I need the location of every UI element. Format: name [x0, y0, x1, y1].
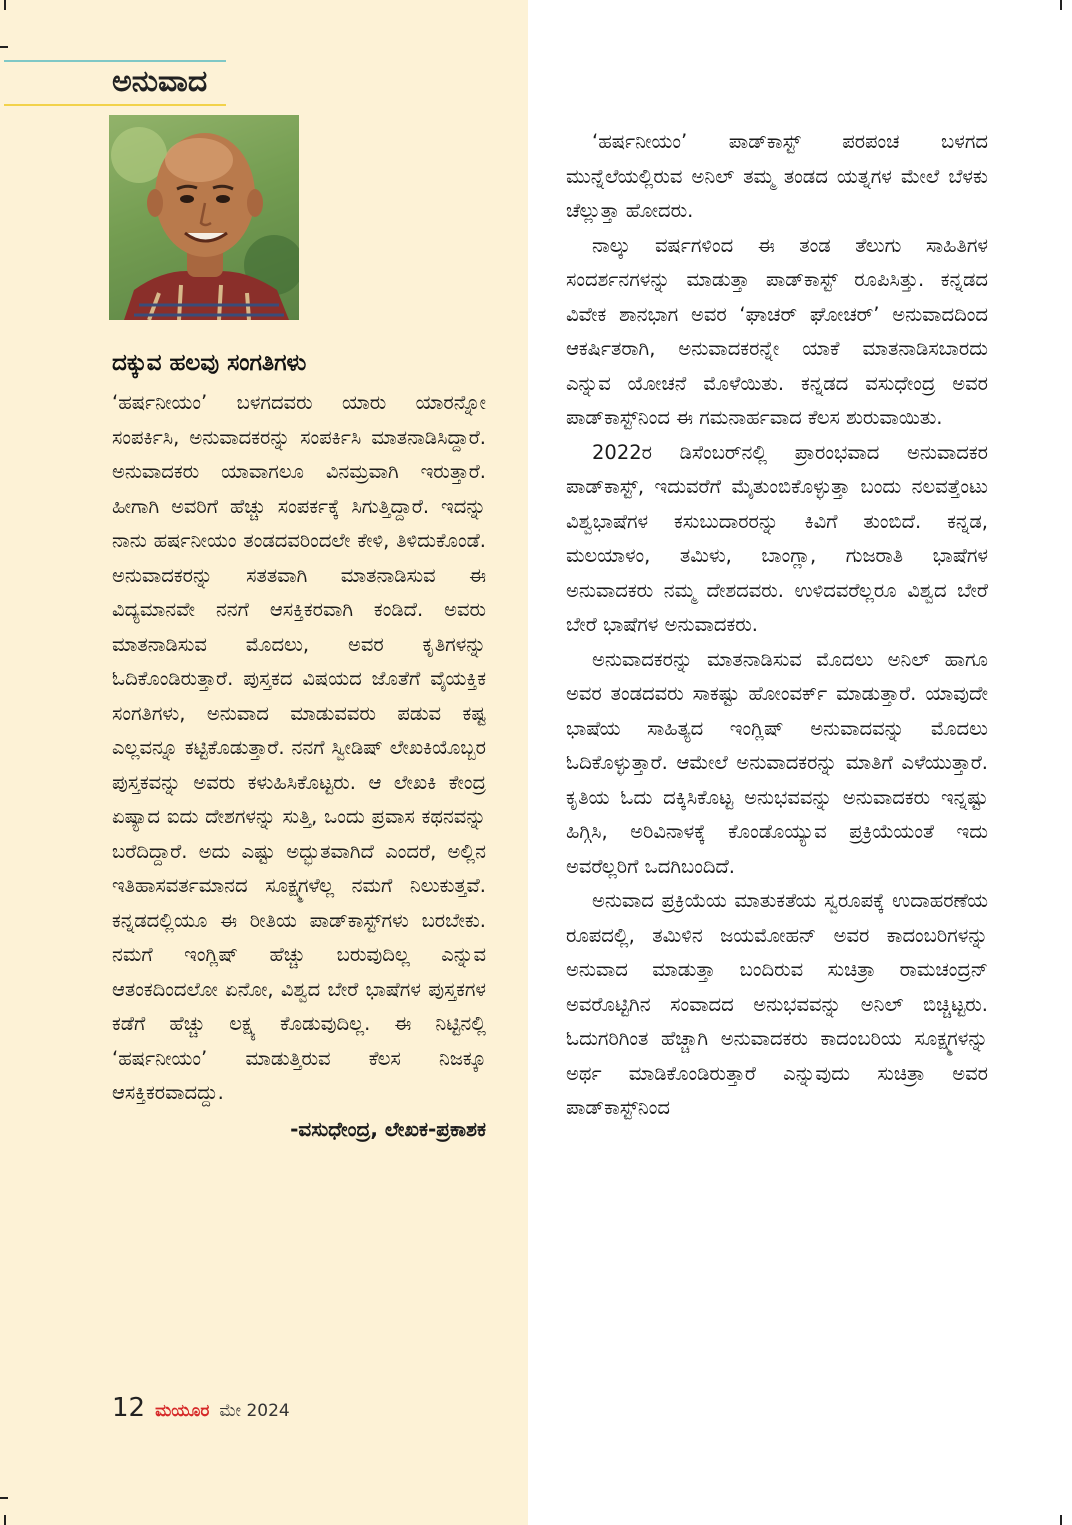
crop-mark-bottom-left [0, 1497, 8, 1499]
crop-mark-bottom-right [1060, 1515, 1062, 1525]
issue-date: ಮೇ 2024 [219, 1401, 290, 1421]
section-label: ಅನುವಾದ [112, 64, 208, 99]
article-paragraph: 2022ರ ಡಿಸೆಂಬರ್‌ನಲ್ಲಿ ಪ್ರಾರಂಭವಾದ ಅನುವಾದಕರ ಪಾಡ್‌ಕಾಸ್ಟ್, ಇದುವರೆಗೆ ಮೈತುಂಬಿಕೊಳ್ಳುತ್ತಾ ಬಂದು ನಲವತ್ತೆಂಟು ವಿಶ್ವಭಾಷೆಗಳ ಕಸುಬುದಾರರನ್ನು ಕಿವಿಗೆ ತುಂಬಿದೆ. ಕನ್ನಡ, ಮಲಯಾಳಂ, ತಮಿಳು, ಬಾಂಗ್ಲಾ, ಗುಜರಾತಿ ಭಾಷೆಗಳ ಅನುವಾದಕರು ನಮ್ಮ ದೇಶದವರು. ಉಳಿದವರೆಲ್ಲರೂ ವಿಶ್ವದ ಬೇರೆ ಬೇರೆ ಭಾಷೆಗಳ ಅನುವಾದಕರು. [566, 440, 988, 636]
crop-mark-top-left [4, 0, 6, 10]
portrait-illustration [109, 115, 299, 320]
article-paragraph: ‘ಹರ್ಷನೀಯಂ’ ಪಾಡ್‌ಕಾಸ್ಟ್ ಪರಪಂಚ ಬಳಗದ ಮುನ್ನೆಲೆಯಲ್ಲಿರುವ ಅನಿಲ್ ತಮ್ಮ ತಂಡದ ಯತ್ನಗಳ ಮೇಲೆ ಬೆಳಕು ಚೆಲ್ಲುತ್ತಾ ಹೋದರು. [566, 130, 988, 222]
magazine-logo: ಮಯೂರ [155, 1401, 210, 1421]
crop-mark-mid-left [0, 46, 8, 48]
section-rule-top [4, 60, 226, 62]
sidebar-body-text: ‘ಹರ್ಷನೀಯಂ’ ಬಳಗದವರು ಯಾರು ಯಾರನ್ನೋ ಸಂಪರ್ಕಿಸಿ, ಅನುವಾದಕರನ್ನು ಸಂಪರ್ಕಿಸಿ ಮಾತನಾಡಿಸಿದ್ದಾರೆ. ಅನುವಾದಕರು ಯಾವಾಗಲೂ ವಿನಮ್ರವಾಗಿ ಇರುತ್ತಾರೆ. ಹೀಗಾಗಿ ಅವರಿಗೆ ಹೆಚ್ಚು ಸಂಪರ್ಕಕ್ಕೆ ಸಿಗುತ್ತಿದ್ದಾರೆ. ಇದನ್ನು ನಾನು ಹರ್ಷನೀಯಂ ತಂಡದವರಿಂದಲೇ ಕೇಳಿ, ತಿಳಿದುಕೊಂಡೆ. ಅನುವಾದಕರನ್ನು ಸತತವಾಗಿ ಮಾತನಾಡಿಸುವ ಈ ವಿದ್ಯಮಾನವೇ ನನಗೆ ಆಸಕ್ತಿಕರವಾಗಿ ಕಂಡಿದೆ. ಅವರು ಮಾತನಾಡಿಸುವ ಮೊದಲು, ಅವರ ಕೃತಿಗಳನ್ನು ಓದಿಕೊಂಡಿರುತ್ತಾರೆ. ಪುಸ್ತಕದ ವಿಷಯದ ಜೊತೆಗೆ ವೈಯಕ್ತಿಕ ಸಂಗತಿಗಳು, ಅನುವಾದ ಮಾಡುವವರು ಪಡುವ ಕಷ್ಟ ಎಲ್ಲವನ್ನೂ ಕಟ್ಟಿಕೊಡುತ್ತಾರೆ. ನನಗೆ ಸ್ವೀಡಿಷ್ ಲೇಖಕಿಯೊಬ್ಬರ ಪುಸ್ತಕವನ್ನು ಅವರು ಕಳುಹಿಸಿಕೊಟ್ಟರು. ಆ ಲೇಖಕಿ ಕೇಂದ್ರ ಏಷ್ಯಾದ ಐದು ದೇಶಗಳನ್ನು ಸುತ್ತಿ, ಒಂದು ಪ್ರವಾಸ ಕಥನವನ್ನು ಬರೆದಿದ್ದಾರೆ. ಅದು ಎಷ್ಟು ಅದ್ಭುತವಾಗಿದೆ ಎಂದರೆ, ಅಲ್ಲಿನ ಇತಿಹಾಸವರ್ತಮಾನದ ಸೂಕ್ಷ್ಮಗಳೆಲ್ಲ ನಮಗೆ ನಿಲುಕುತ್ತವೆ. ಕನ್ನಡದಲ್ಲಿಯೂ ಈ ರೀತಿಯ ಪಾಡ್‌ಕಾಸ್ಟ್‌ಗಳು ಬರಬೇಕು. ನಮಗೆ ಇಂಗ್ಲಿಷ್ ಹೆಚ್ಚು ಬರುವುದಿಲ್ಲ ಎನ್ನುವ ಆತಂಕದಿಂದಲೋ ಏನೋ, ವಿಶ್ವದ ಬೇರೆ ಭಾಷೆಗಳ ಪುಸ್ತಕಗಳ ಕಡೆಗೆ ಹೆಚ್ಚು ಲಕ್ಷ್ಯ ಕೊಡುವುದಿಲ್ಲ. ಈ ನಿಟ್ಟಿನಲ್ಲಿ ‘ಹರ್ಷನೀಯಂ’ ಮಾಡುತ್ತಿರುವ ಕೆಲಸ ನಿಜಕ್ಕೂ ಆಸಕ್ತಿಕರವಾದದ್ದು. [112, 391, 486, 1104]
crop-mark-top-right [1060, 0, 1062, 10]
page-number: 12 [112, 1393, 146, 1423]
article-paragraph: ನಾಲ್ಕು ವರ್ಷಗಳಿಂದ ಈ ತಂಡ ತೆಲುಗು ಸಾಹಿತಿಗಳ ಸಂದರ್ಶನಗಳನ್ನು ಮಾಡುತ್ತಾ ಪಾಡ್‌ಕಾಸ್ಟ್ ರೂಪಿಸಿತ್ತು. ಕನ್ನಡದ ವಿವೇಕ ಶಾನಭಾಗ ಅವರ ‘ಘಾಚರ್ ಘೋಚರ್’ ಅನುವಾದದಿಂದ ಆಕರ್ಷಿತರಾಗಿ, ಅನುವಾದಕರನ್ನೇ ಯಾಕೆ ಮಾತನಾಡಿಸಬಾರದು ಎನ್ನುವ ಯೋಚನೆ ಮೊಳೆಯಿತು. ಕನ್ನಡದ ವಸುಧೇಂದ್ರ ಅವರ ಪಾಡ್‌ಕಾಸ್ಟ್‌ನಿಂದ ಈ ಗಮನಾರ್ಹವಾದ ಕೆಲಸ ಶುರುವಾಯಿತು. [566, 233, 988, 429]
page-footer [112, 1393, 290, 1423]
article-paragraph: ಅನುವಾದಕರನ್ನು ಮಾತನಾಡಿಸುವ ಮೊದಲು ಅನಿಲ್ ಹಾಗೂ ಅವರ ತಂಡದವರು ಸಾಕಷ್ಟು ಹೋಂವರ್ಕ್ ಮಾಡುತ್ತಾರೆ. ಯಾವುದೇ ಭಾಷೆಯ ಸಾಹಿತ್ಯದ ಇಂಗ್ಲಿಷ್ ಅನುವಾದವನ್ನು ಮೊದಲು ಓದಿಕೊಳ್ಳುತ್ತಾರೆ. ಆಮೇಲೆ ಅನುವಾದಕರನ್ನು ಮಾತಿಗೆ ಎಳೆಯುತ್ತಾರೆ. ಕೃತಿಯ ಓದು ದಕ್ಕಿಸಿಕೊಟ್ಟ ಅನುಭವವನ್ನು ಅನುವಾದಕರು ಇನ್ನಷ್ಟು ಹಿಗ್ಗಿಸಿ, ಅರಿವಿನಾಳಕ್ಕೆ ಕೊಂಡೊಯ್ಯುವ ಪ್ರಕ್ರಿಯೆಯಂತೆ ಇದು ಅವರೆಲ್ಲರಿಗೆ ಒದಗಿಬಂದಿದೆ. [566, 647, 988, 878]
sidebar-column [112, 350, 486, 1141]
author-portrait-photo [109, 115, 299, 320]
article-paragraph: ಅನುವಾದ ಪ್ರಕ್ರಿಯೆಯ ಮಾತುಕತೆಯ ಸ್ವರೂಪಕ್ಕೆ ಉದಾಹರಣೆಯ ರೂಪದಲ್ಲಿ, ತಮಿಳಿನ ಜಯಮೋಹನ್ ಅವರ ಕಾದಂಬರಿಗಳನ್ನು ಅನುವಾದ ಮಾಡುತ್ತಾ ಬಂದಿರುವ ಸುಚಿತ್ರಾ ರಾಮಚಂದ್ರನ್ ಅವರೊಟ್ಟಿಗಿನ ಸಂವಾದದ ಅನುಭವವನ್ನು ಅನಿಲ್ ಬಿಚ್ಚಿಟ್ಟರು. ಓದುಗರಿಗಿಂತ ಹೆಚ್ಚಾಗಿ ಅನುವಾದಕರು ಕಾದಂಬರಿಯ ಸೂಕ್ಷ್ಮಗಳನ್ನು ಅರ್ಥ ಮಾಡಿಕೊಂಡಿರುತ್ತಾರೆ ಎನ್ನುವುದು ಸುಚಿತ್ರಾ ಅವರ ಪಾಡ್‌ಕಾಸ್ಟ್‌ನಿಂದ [566, 889, 988, 1119]
section-rule-bottom [4, 104, 226, 106]
sidebar-signature: -ವಸುಧೇಂದ್ರ, ಲೇಖಕ-ಪ್ರಕಾಶಕ [290, 1116, 486, 1141]
sidebar-heading: ದಕ್ಕುವ ಹಲವು ಸಂಗತಿಗಳು [112, 350, 307, 376]
crop-mark-bottom-left-v [4, 1515, 6, 1525]
article-column [566, 125, 988, 1126]
